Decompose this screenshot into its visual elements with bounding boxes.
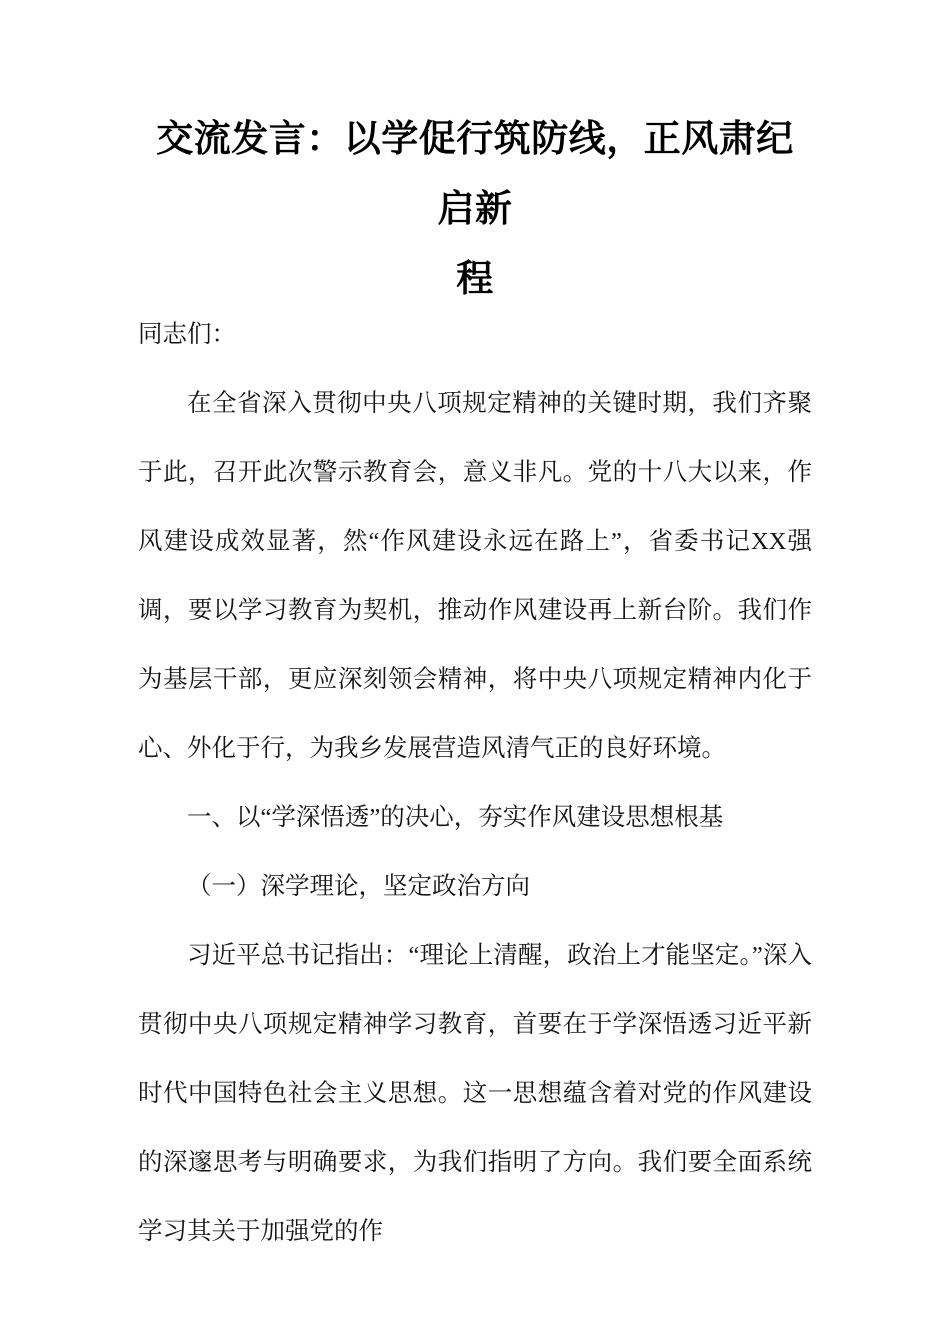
subsection-heading-1-1: （一）深学理论，坚定政治方向 [187, 873, 530, 900]
document-title-line-1: 交流发言：以学促行筑防线，正风肃纪启新 [156, 118, 794, 229]
document-body [138, 300, 812, 1266]
document-title-line-2: 程 [456, 258, 494, 299]
subsection-1-1-body: 习近平总书记指出：“理论上清醒，政治上才能坚定。”深入贯彻中央八项规定精神学习教育，首要在于学深悟透习近平新时代中国特色社会主义思想。这一思想蕴含着对党的作风建设的深邃思考与明确要求，为我们指明了方向。我们要全面系统学习其关于加强党的作 [138, 942, 812, 1245]
document-title [138, 104, 812, 314]
section-heading-1: 一、以“学深悟透”的决心，夯实作风建设思想根基 [187, 804, 724, 831]
salutation-line: 同志们： [138, 321, 236, 348]
opening-paragraph: 在全省深入贯彻中央八项规定精神的关键时期，我们齐聚于此，召开此次警示教育会，意义非凡。党的十八大以来，作风建设成效显著，然“作风建设永远在路上”，省委书记XX强调，要以学习教育为契机，推动作风建设再上新台阶。我们作为基层干部，更应深刻领会精神，将中央八项规定精神内化于心、外化于行，为我乡发展营造风清气正的良好环境。 [138, 390, 812, 762]
